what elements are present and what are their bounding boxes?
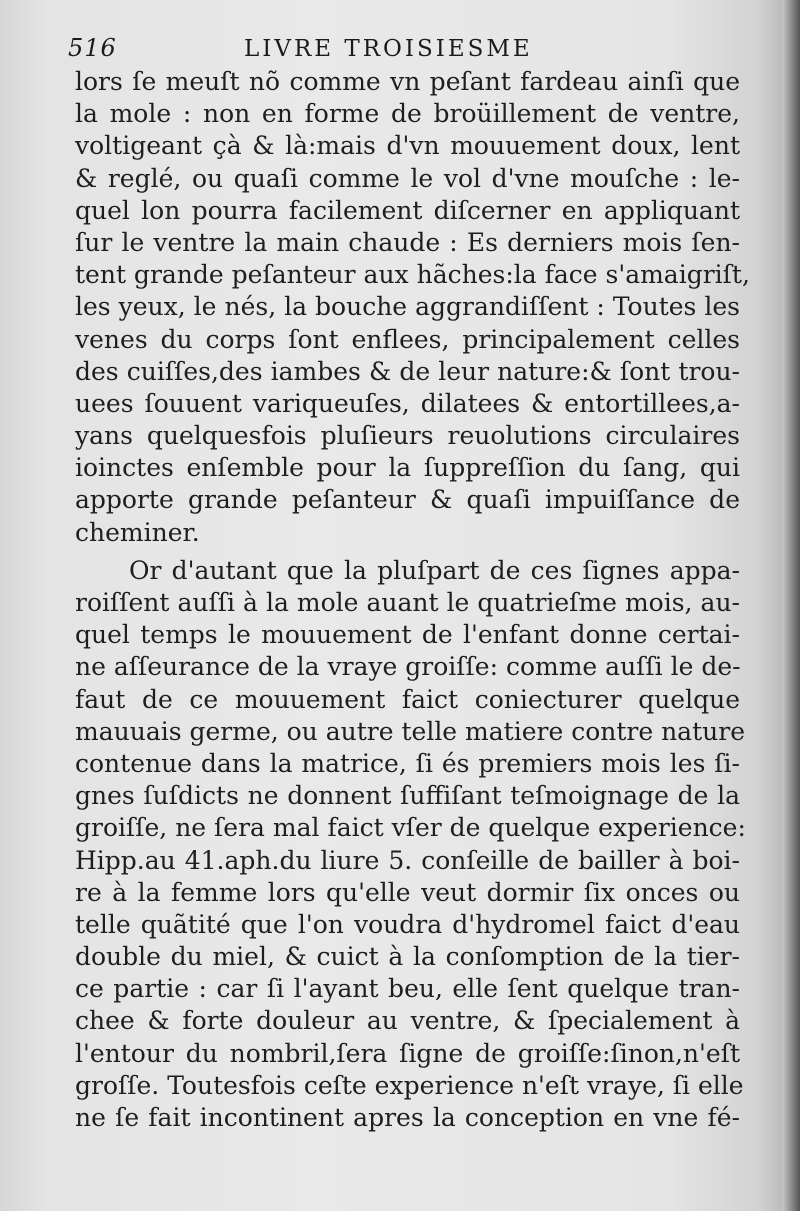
- text-line: quel temps le mouuement de l'enfant donne certai-: [75, 620, 740, 650]
- text-line: groſſe. Toutesfois ceſte experience n'eſt vraye, ſi elle: [75, 1070, 744, 1100]
- body-text: [75, 66, 750, 1134]
- text-line: ce partie : car ſi l'ayant beu, elle ſent quelque tran-: [75, 974, 740, 1004]
- text-line: tent grande peſanteur aux hãches:la face s'amaigriſt,: [75, 260, 750, 290]
- text-line: l'entour du nombril,ſera ſigne de groiſſe:ſinon,n'eſt: [75, 1038, 740, 1068]
- text-line: Or d'autant que la pluſpart de ces ſignes appa-: [129, 555, 740, 585]
- text-line: uees ſouuent variqueuſes, dilatees & entortillees,a-: [75, 388, 740, 418]
- text-line: gnes ſuſdicts ne donnent ſuffiſant teſmoignage de la: [75, 781, 740, 811]
- page-header: [68, 30, 738, 70]
- page-edge: [782, 0, 800, 1211]
- text-line: la mole : non en forme de broüillement de ventre,: [75, 99, 740, 129]
- text-line: apporte grande peſanteur & quaſi impuiſſance de: [75, 485, 740, 515]
- text-line: yans quelquesfois pluſieurs reuolutions circulaires: [75, 421, 740, 451]
- text-line: lors ſe meuſt nõ comme vn peſant fardeau ainſi que: [75, 67, 740, 96]
- text-line: ne aſſeurance de la vraye groiſſe: comme auſſi le de-: [75, 652, 741, 682]
- text-line: voltigeant çà & là:mais d'vn mouuement doux, lent: [75, 131, 740, 161]
- text-line: cheminer.: [75, 517, 200, 547]
- text-line: roiſſent auſſi à la mole auant le quatrieſme mois, au-: [75, 588, 740, 617]
- text-line: & reglé, ou quaſi comme le vol d'vne mouſche : le-: [75, 163, 740, 193]
- running-head: LIVRE TROISIESME: [244, 36, 533, 62]
- text-line: ſur le ventre la main chaude : Es derniers mois ſen-: [75, 227, 740, 257]
- text-line: groiſſe, ne ſera mal faict vſer de quelque experience:: [75, 813, 746, 843]
- text-line: faut de ce mouuement faict coniecturer quelque: [75, 684, 740, 714]
- text-line: les yeux, le nés, la bouche aggrandiſſent : Toutes les: [75, 292, 740, 322]
- text-line: re à la femme lors qu'elle veut dormir ſix onces ou: [75, 877, 740, 907]
- text-line: chee & forte douleur au ventre, & ſpecialement à: [75, 1006, 740, 1036]
- text-line: mauuais germe, ou autre telle matiere contre nature: [75, 716, 745, 746]
- text-line: ioinctes enſemble pour la ſuppreſſion du ſang, qui: [75, 453, 740, 483]
- page-number: 516: [68, 34, 117, 62]
- text-line: telle quãtité que l'on voudra d'hydromel faict d'eau: [75, 909, 740, 939]
- text-line: double du miel, & cuict à la conſomption de la tier-: [75, 942, 740, 972]
- text-line: quel lon pourra facilement diſcerner en appliquant: [75, 195, 740, 225]
- text-line: ne ſe fait incontinent apres la conception en vne fé-: [75, 1103, 740, 1132]
- text-line: des cuiſſes,des iambes & de leur nature:& ſont trou-: [75, 356, 740, 386]
- text-line: Hipp.au 41.aph.du liure 5. conſeille de bailler à boi-: [75, 845, 740, 875]
- text-line: contenue dans la matrice, ſi és premiers mois les ſi-: [75, 748, 740, 778]
- text-line: venes du corps ſont enflees, principalement celles: [75, 324, 740, 354]
